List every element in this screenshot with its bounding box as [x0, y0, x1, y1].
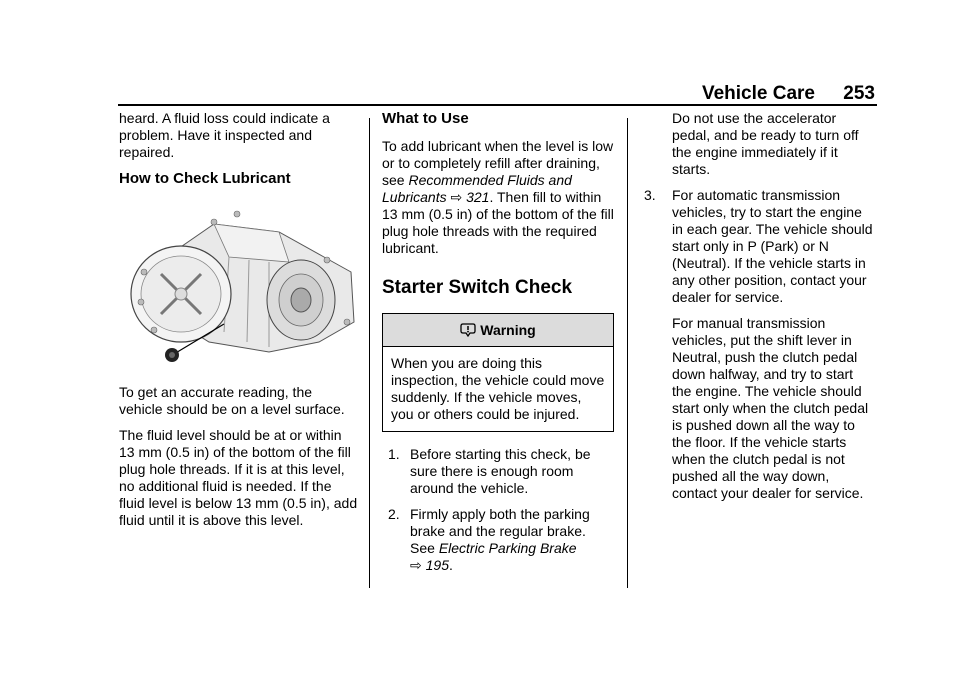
paragraph: Do not use the accelerator pedal, and be ready to turn off the engine immediately if it starts.	[672, 110, 859, 177]
paragraph	[382, 138, 614, 257]
list-text: Before starting this check, be sure there is enough room around the vehicle.	[410, 446, 591, 496]
list-number: 2.	[388, 506, 400, 522]
paragraph: To get an accurate reading, the vehicle should be on a level surface.	[119, 384, 345, 417]
text: To add lubricant when the level is low or to completely refill after draining, see	[382, 138, 614, 188]
warning-text: When you are doing this inspection, the vehicle could move suddenly. If the vehicle moves, you or others could be injured.	[391, 355, 605, 422]
paragraph: The fluid level should be at or within 13 mm (0.5 in) of the bottom of the fill plug hole threads. If it is at this level, no additional fluid is needed. If the fluid level is below 13 mm (0.5 in), add fluid until it is above this level.	[119, 427, 358, 528]
column-1	[119, 110, 359, 538]
list-item	[382, 446, 614, 497]
warning-header	[383, 314, 613, 347]
list-item	[382, 506, 614, 574]
warning-box	[382, 313, 614, 432]
xref-electric-parking-brake[interactable]: Electric Parking Brake	[438, 540, 577, 556]
heading-what-to-use: What to Use	[382, 110, 469, 127]
xref-recommended-fluids[interactable]: Recommended Fluids and Lubricants	[382, 172, 572, 205]
xref-page-321[interactable]: ⇨ 321	[450, 189, 490, 205]
text: . Then fill to within 13 mm (0.5 in) of the bottom of the fill plug hole threads with the required lubricant.	[382, 189, 614, 256]
xref-page-195[interactable]: ⇨ 195	[410, 557, 449, 573]
column-divider-2	[627, 118, 628, 588]
list-text: Firmly apply both the parking brake and the regular brake. See	[410, 506, 590, 556]
list-number: 3.	[644, 187, 656, 203]
heading-how-to-check-lubricant: How to Check Lubricant	[119, 170, 291, 187]
text: .	[448, 557, 453, 573]
header-rule	[118, 104, 877, 106]
column-divider-1	[369, 118, 370, 588]
warning-title: Warning	[480, 321, 536, 338]
list-number: 1.	[388, 446, 400, 462]
list-item	[640, 187, 876, 306]
differential-drawing	[119, 202, 359, 372]
column-3	[640, 110, 876, 511]
warning-icon	[460, 322, 476, 338]
heading-starter-switch-check: Starter Switch Check	[382, 277, 573, 298]
differential-illustration	[119, 202, 359, 372]
list-text: For automatic transmission vehicles, try to start the engine in each gear. The vehicle should start only in P (Park) or N (Neutral). If the vehicle starts in any other position, contact your dealer for service.	[672, 187, 873, 305]
page-number: 253	[843, 83, 875, 104]
page-header	[118, 83, 877, 105]
section-title: Vehicle Care	[701, 83, 815, 104]
paragraph: heard. A fluid loss could indicate a problem. Have it inspected and repaired.	[119, 110, 330, 160]
paragraph: For manual transmission vehicles, put the shift lever in Neutral, push the clutch pedal down halfway, and try to start the engine. The vehicle should start only when the clutch pedal is pushed down all the way to the floor. If the vehicle starts when the clutch pedal is not pushed all the way down, contact your dealer for service.	[672, 315, 869, 501]
column-2	[382, 110, 614, 583]
